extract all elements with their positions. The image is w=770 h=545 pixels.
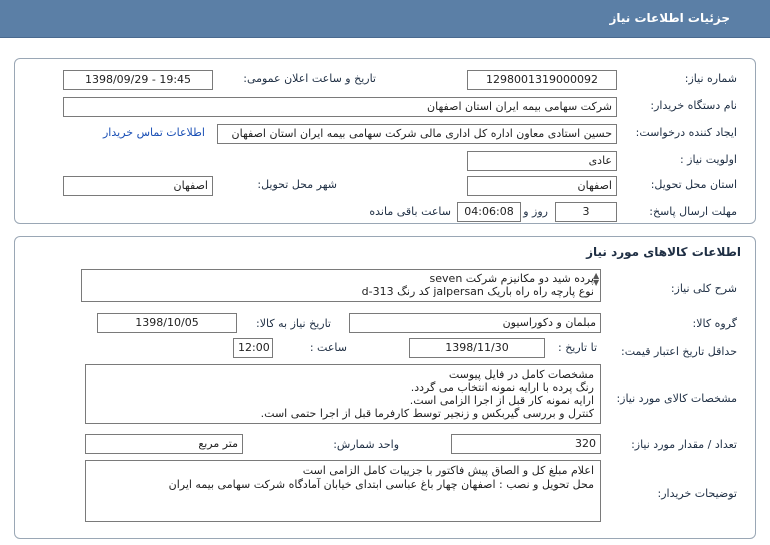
specs-field[interactable]	[85, 364, 601, 424]
summary-line-1: پرده شید دو مکانیزم شرکت seven	[429, 272, 594, 285]
remaining-word: ساعت باقی مانده	[369, 205, 451, 218]
specs-line-1: مشخصات کامل در فایل پیوست	[448, 368, 594, 381]
city-label: شهر محل تحویل:	[257, 178, 337, 191]
buyer-notes-line-1: اعلام مبلغ کل و الصاق پیش فاکتور با جزییات کامل الزامی است	[302, 464, 594, 477]
validity-time-field[interactable]: 12:00	[233, 338, 273, 358]
scroll-arrows-icon[interactable]: ▲ ▼	[593, 271, 600, 287]
until-date-label: تا تاریخ :	[558, 341, 597, 354]
group-label: گروه کالا:	[692, 317, 737, 330]
deadline-label: مهلت ارسال پاسخ:	[649, 205, 737, 218]
validity-time-label: ساعت :	[309, 341, 347, 354]
group-field[interactable]: مبلمان و دکوراسیون	[349, 313, 601, 333]
need-date-label: تاریخ نیاز به کالا:	[256, 317, 331, 330]
buyer-notes-line-2: محل تحویل و نصب : اصفهان چهار باغ عباسی ابتدای خیابان آمادگاه شرکت سهامی بیمه ایران	[168, 478, 594, 491]
page-title: جزئیات اطلاعات نیاز	[609, 11, 730, 25]
specs-line-3: ارایه نمونه کار قبل از اجرا الزامی است.	[409, 394, 594, 407]
priority-label: اولویت نیاز :	[679, 153, 737, 166]
unit-field[interactable]: متر مربع	[85, 434, 243, 454]
buyer-notes-label: توضیحات خریدار:	[657, 487, 737, 500]
goods-info-panel	[14, 236, 756, 539]
summary-label: شرح کلی نیاز:	[670, 282, 737, 295]
deadline-days-field[interactable]: 3	[555, 202, 617, 222]
day-word: روز و	[523, 205, 548, 218]
need-number-label: شماره نیاز:	[684, 72, 737, 85]
creator-field[interactable]: حسین استادی معاون اداره کل اداری مالی شرکت سهامی بیمه ایران استان اصفهان	[217, 124, 617, 144]
specs-line-2: رنگ پرده با ارایه نمونه انتخاب می گردد.	[410, 381, 594, 394]
validity-label: حداقل تاریخ اعتبار قیمت:	[621, 345, 737, 358]
province-label: استان محل تحویل:	[650, 178, 737, 191]
goods-section-title: اطلاعات کالاهای مورد نیاز	[586, 245, 741, 259]
general-info-panel	[14, 58, 756, 224]
need-number-field[interactable]: 1298001319000092	[467, 70, 617, 90]
creator-label: ایجاد کننده درخواست:	[635, 126, 737, 139]
specs-line-4: کنترل و بررسی گیربکس و زنجیر توسط کارفرما قبل از اجرا حتمی است.	[260, 407, 594, 420]
buyer-org-field[interactable]: شرکت سهامی بیمه ایران استان اصفهان	[63, 97, 617, 117]
summary-field[interactable]	[81, 269, 601, 302]
specs-label: مشخصات کالای مورد نیاز:	[616, 392, 737, 405]
city-field[interactable]: اصفهان	[63, 176, 213, 196]
qty-label: تعداد / مقدار مورد نیاز:	[631, 438, 737, 451]
buyer-contact-link[interactable]: اطلاعات تماس خریدار	[103, 126, 205, 139]
qty-field[interactable]: 320	[451, 434, 601, 454]
unit-label: واحد شمارش:	[333, 438, 399, 451]
validity-date-field[interactable]: 1398/11/30	[409, 338, 545, 358]
need-date-field[interactable]: 1398/10/05	[97, 313, 237, 333]
buyer-org-label: نام دستگاه خریدار:	[650, 99, 737, 112]
announce-date-field[interactable]: 1398/09/29 - 19:45	[63, 70, 213, 90]
priority-field[interactable]: عادی	[467, 151, 617, 171]
province-field[interactable]: اصفهان	[467, 176, 617, 196]
page-header	[0, 0, 770, 38]
buyer-notes-field[interactable]	[85, 460, 601, 522]
announce-date-label: تاریخ و ساعت اعلان عمومی:	[243, 72, 376, 85]
summary-line-2: نوع پارچه راه راه باریک jalpersan کد رنگ d-313	[361, 285, 594, 298]
deadline-time-field[interactable]: 04:06:08	[457, 202, 521, 222]
